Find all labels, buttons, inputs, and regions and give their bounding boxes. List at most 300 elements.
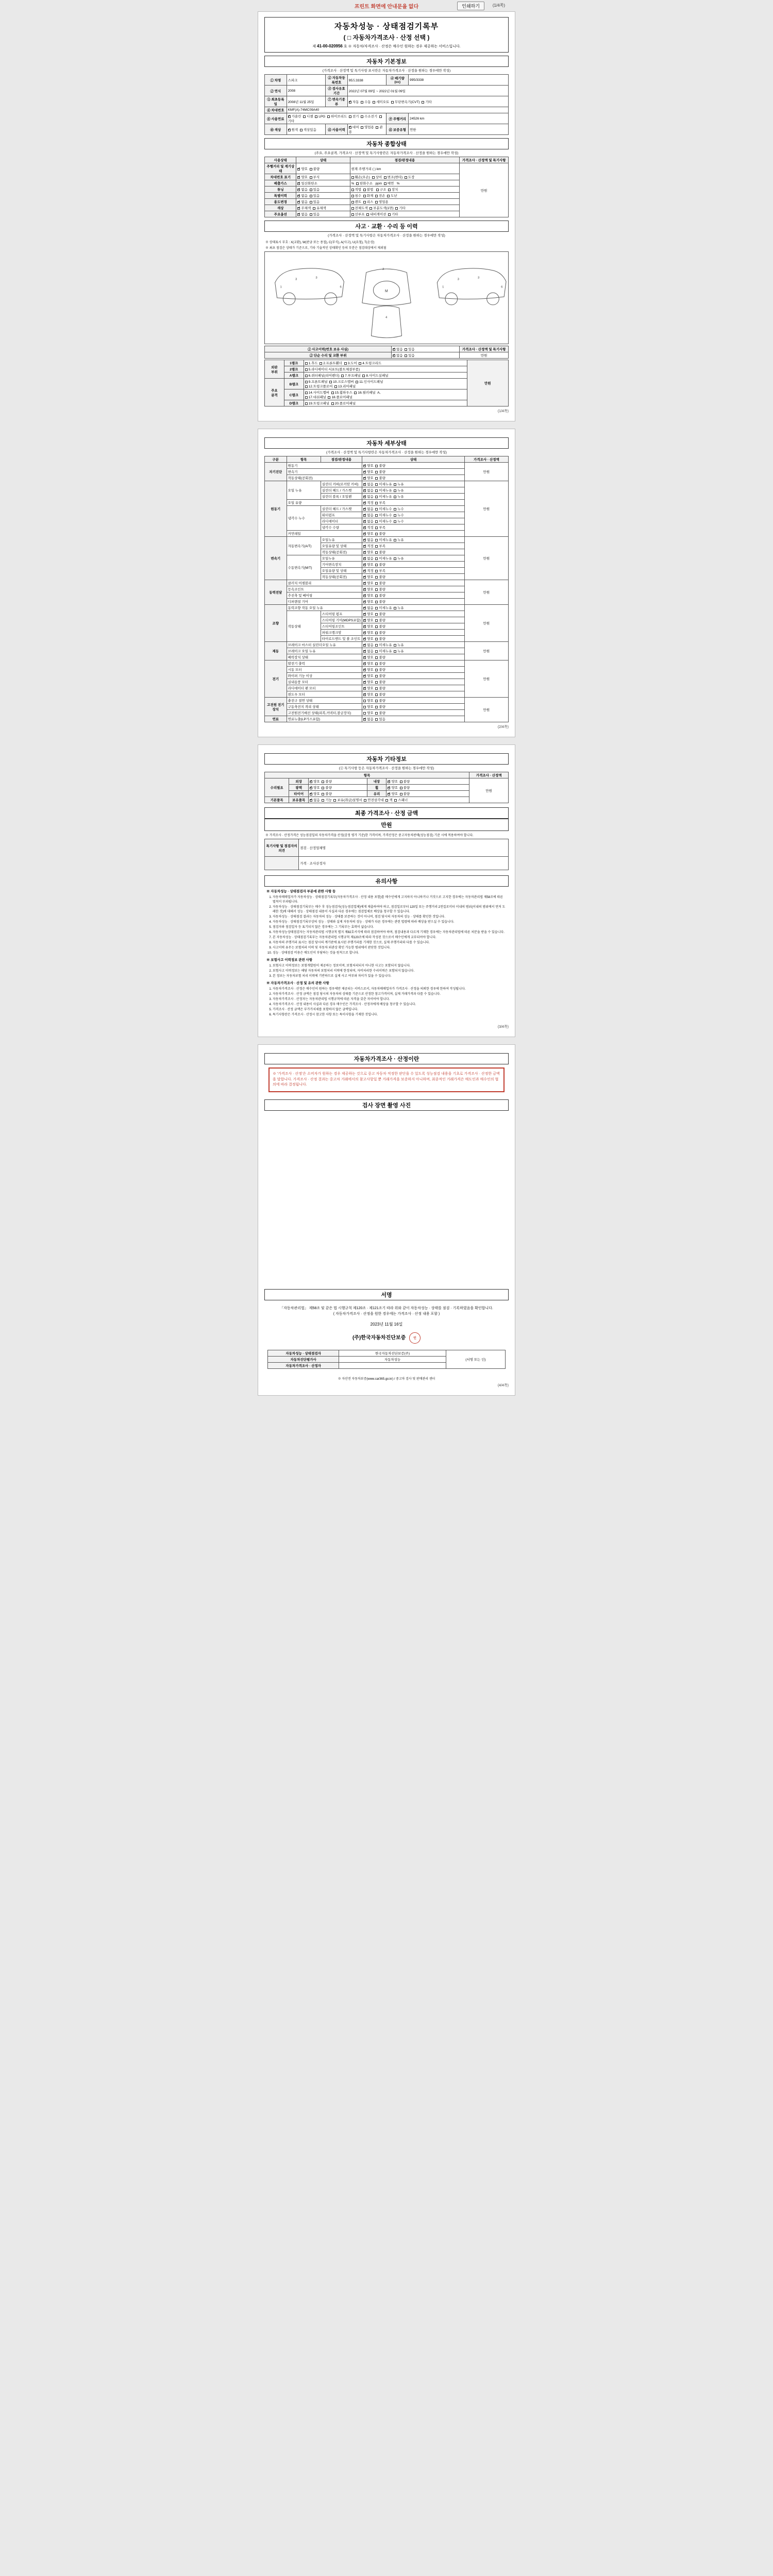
group-brake: 제동	[265, 642, 287, 660]
section-sub-detail: (가격조사 · 산정액 및 특기사항란은 자동차가격조사 · 산정을 원하는 경우에만 작성)	[326, 451, 447, 454]
col-detail-item: 항목	[287, 456, 321, 463]
section-title-accident: 사고 · 교환 · 수리 등 이력	[264, 221, 509, 232]
cell-value-mileage	[409, 113, 509, 124]
etc-table	[264, 772, 509, 803]
group-transmission: 변속기	[265, 537, 287, 580]
notice-item: 4. 자동차가격조사 · 산정 내용이 사실과 다른 경우 매수인은 가격조사 · 산정자에게 배상을 청구할 수 있습니다.	[273, 1003, 507, 1007]
notice-section-3	[266, 981, 507, 1018]
state-alternator: ✓ 양호 불량	[362, 660, 465, 667]
cell-value-disp: 995/3338	[409, 75, 509, 86]
state-mt-idle: ✓ 양호 불량	[362, 574, 465, 580]
state-fuel-leak: ✓ 없음 있음	[362, 716, 465, 722]
etc-state-glass: ✓ 양호 불량	[386, 791, 469, 797]
row-judge-mileage: 현재 주행거리 ( ) km	[350, 163, 460, 174]
signature-company	[267, 1332, 506, 1344]
sub-steer-tierod: 타이로드엔드 및 볼 조인트	[321, 636, 362, 642]
doc-number-value: 41-00-020956	[317, 44, 343, 48]
group-electric: 전기	[265, 660, 287, 698]
cell-value-vin: KMF(A)-74MC09A40	[287, 107, 508, 113]
cell-value-warranty: 연한	[409, 124, 509, 135]
row-state-vin: ✓ 양호 부식	[296, 174, 350, 180]
col-usage-state: 사용상태	[265, 157, 296, 163]
final-price-note: ※ 가격조사 · 산정가격은 성능점검일의 자동차가격을 산정(감정 평가 기준)한 가격이며, 가격산정은 중고자동차판매(성능점검) 기준 시에 적용하여야 합니다.	[265, 834, 474, 837]
price-explain-box	[268, 1067, 505, 1092]
state-engine-rocker: ✓ 없음 미세누유 누유	[362, 481, 465, 487]
page-indicator: (1/4쪽)	[492, 3, 505, 8]
item-steer-leak: 동력조향 작동 오일 누유	[287, 605, 362, 611]
state-steer-gear: ✓ 양호 불량	[362, 617, 465, 623]
accident-legend-2: ※ 최초 점검은 상태가 기준으로, 기타 기술적인 상태확인 등의 부분은 점검대상에서 제외됨	[265, 247, 386, 250]
cell-label-year: ② 연식	[265, 86, 287, 96]
state-wiper: ✓ 양호 불량	[362, 673, 465, 679]
notice-item: 2. 자동차가격조사 · 산정 금액은 점검 당시의 자동차의 상태를 기준으로 산정한 참고가격이며, 실제 거래가격과 다를 수 있습니다.	[273, 992, 507, 997]
notice-item: 6. 자동차성능상태점검자는 자동차관리법 시행규칙 별지 제82호서식에 따라 점검하여야 하며, 점검내용과 다르게 기재한 경우에는 자동차관리법에 따른 처분을 받을 수 있습니다.	[273, 930, 507, 935]
etc-price-cell: 만원	[469, 778, 509, 803]
col-detail-sub: 점검/판정내용	[321, 456, 362, 463]
item-rad-fan: 라디에이터 팬 모터	[287, 685, 362, 691]
state-coolant-head: ✓ 없음 미세누수 누수	[362, 506, 465, 512]
section-sub-basic: (가격조사 · 산정액 및 특기사항 표시란은 자동차가격조사 · 산정을 원하는 경우에만 작성)	[322, 69, 451, 73]
overall-state-table	[264, 157, 509, 217]
col-etc-items: 항목	[265, 772, 469, 778]
sub-steer-crank: 파워크랭크암	[321, 630, 362, 636]
row-judge-special: 침수 화재 전손 도난	[350, 193, 460, 199]
state-at-idle: ✓ 양호 불량	[362, 549, 465, 555]
item-hv-port: 충전구 절연 상태	[287, 698, 362, 704]
special-notes-table	[264, 839, 509, 870]
etc-item-tire: 타이어	[289, 791, 309, 797]
row-label-options: 주요옵션	[265, 211, 296, 217]
col-detail-state: 상태	[362, 456, 465, 463]
rank-items-c: 14.사이드멤버 15.휠하우스 16.필러패널 A, 17.대쉬패널 18.플로어패널	[304, 389, 467, 400]
special-label: 특기사항 및 점검자의 의견	[265, 839, 299, 857]
notice-item: 5. 점검자와 점검일자 등 표기되지 않은 경우에는 그 기록부는 효력이 없습니다.	[273, 925, 507, 930]
price-powertrain: 만원	[464, 580, 508, 605]
group-steering: 조향	[265, 605, 287, 642]
state-engine-head: ✓ 없음 미세누유 누유	[362, 487, 465, 494]
price-steering: 만원	[464, 605, 508, 642]
item-cv-joint: 등속조인트	[287, 586, 362, 592]
document-page-4	[258, 1044, 515, 1396]
accident-row-label-1: ① 사고이력(번호 보유 사실)	[265, 346, 392, 352]
car-diagram-svg	[265, 252, 508, 344]
state-window-motor: ✓ 양호 불량	[362, 691, 465, 698]
state-cv-joint: ✓ 양호 불량	[362, 586, 465, 592]
etc-row-label-basic: 기본품목	[265, 797, 289, 803]
cell-label-vin: ⑥ 차대번호	[265, 107, 287, 113]
state-brake-oil: ✓ 없음 미세누유 누유	[362, 648, 465, 654]
etc-item-wheel: 휠	[367, 785, 386, 791]
signature-table	[267, 1350, 506, 1369]
rank-items-2: 5.라디에이터 서포트(볼트체결부품)	[304, 366, 467, 372]
rank-label-1: 1랭크	[284, 360, 304, 366]
accident-summary-table	[264, 346, 509, 359]
sub-engine-head: 실린더 헤드 / 가스켓	[321, 487, 362, 494]
accident-row-label-2: ② 단순 수리 및 교환 부위	[265, 352, 392, 359]
signature-statement-1: 「자동차관리법」 제58조 및 같은 법 시행규칙 제120조 · 제121조기 따라 위와 같이 자동차성능 · 상태를 점검 · 기록하였음을 확인합니다.	[280, 1306, 493, 1310]
rank-label-2: 2랭크	[284, 366, 304, 372]
etc-item-polish: 광택	[289, 785, 309, 791]
cell-label-fuel: ⑧ 사용연료	[265, 113, 287, 124]
item-brake-oil: 브레이크 오일 누유	[287, 648, 362, 654]
notice-item: 1. 보험사고 이력정보는 보험개발원이 제공하는 정보이며, 보험처리되지 아니한 사고는 포함되지 않습니다.	[273, 964, 507, 969]
rank-items-1: 1.후드 2.프론트휀더 3.도어 4.트렁크리드	[304, 360, 467, 366]
etc-state-interior: ✓ 양호 불량	[386, 778, 469, 785]
sub-coolant-qty: 냉각수 수량	[321, 524, 362, 531]
parts-note-cell: 만원	[467, 360, 508, 406]
rank-label-a: A랭크	[284, 372, 304, 379]
state-coolant-pump: ✓ 없음 미세누수 누수	[362, 512, 465, 518]
price-transmission: 만원	[464, 537, 508, 580]
row-label-special: 특별이력	[265, 193, 296, 199]
etc-state-tire: ✓ 양호 불량	[309, 791, 367, 797]
sub-mt-leak: 오일누유	[321, 555, 362, 562]
state-engine-oil-qty: ✓ 적정 부족	[362, 500, 465, 506]
sub-mt-qty: 오일유량 및 상태	[321, 568, 362, 574]
section-title-basic: 자동차 기본정보	[264, 56, 509, 67]
state-steer-joint: ✓ 양호 불량	[362, 623, 465, 630]
sub-mt-idle: 작동상태(공회전)	[321, 574, 362, 580]
accident-row-value-1: ✓ 없음 있음	[391, 346, 459, 352]
group-engine: 원동기	[265, 481, 287, 537]
item-hv-battery: 구동축전지 격리 상태	[287, 704, 362, 710]
doc-title-line1: 자동차성능 · 상태점검기록부	[334, 22, 439, 31]
accident-row-value-2: ✓ 없음 있음	[391, 352, 459, 359]
top-toolbar	[0, 0, 773, 11]
etc-item-interior: 내장	[367, 778, 386, 785]
notice-item: 6. 특기사항란은 가격조사 · 산정시 참고한 사항 또는 특이사항을 기재한 것입니다.	[273, 1013, 507, 1018]
section-title-notice: 유의사항	[264, 875, 509, 887]
signature-statement-2: ( 자동차가격조사 · 산정을 원한 경우에는 가격조사 · 산정 내용 포함 )	[333, 1312, 440, 1316]
section-title-final-price: 최종 가격조사 · 산정 금액	[264, 807, 509, 819]
cell-label-color: ⑩ 색상	[265, 124, 287, 135]
item-mt: 수동변속기(M/T)	[287, 555, 321, 580]
rank-items-b: 9.프론트패널 10.크로스멤버 11.인사이드패널 12.트렁크플로어 13.리어패널	[304, 379, 467, 389]
price-note-cell: 만원	[460, 163, 509, 217]
notice-item: 7. 본 자동차성능 · 상태점검기록부는 자동차관리법 시행규칙 제120조에 따라 작성된 것으로서 매수인에게 교부되어야 합니다.	[273, 936, 507, 940]
notice-section-2	[266, 958, 507, 979]
cell-value-inspection: 2022년 07월 09일 ~ 2022년 01월 09일	[347, 86, 508, 96]
price-explain-wrapper	[264, 1064, 509, 1095]
state-engine-block: ✓ 없음 미세누유 누유	[362, 494, 465, 500]
section-sub-overall: (주요, 주요골격, 가격조사 · 산정액 및 특기사항란은 자동차가격조사 · 산정을 원하는 경우에만 작성)	[314, 151, 459, 155]
state-mt-qty: ✓ 적정 부족	[362, 568, 465, 574]
special-row-assessor: 가격 · 조사산정자	[299, 857, 509, 870]
state-blower: ✓ 양호 불량	[362, 679, 465, 685]
item-engine-coolant: 냉각수 누수	[287, 506, 321, 531]
cell-label-plate: ② 자동차등록번호	[326, 75, 348, 86]
parts-rank-table	[264, 360, 509, 406]
notice-item: 3. 자동차가격조사 · 산정자는 자동차관리법 시행규칙에 따른 자격을 갖춘 자이어야 합니다.	[273, 997, 507, 1002]
sig-row-value-1: 한국자동차진단보증(주)	[339, 1350, 446, 1357]
state-self-idle: ✓ 양호 불량	[362, 475, 465, 481]
sig-row-label-3: 자동차가격조사 · 산정자	[268, 1363, 339, 1369]
rank-label-c: C랭크	[284, 389, 304, 400]
item-window-motor: 윈도우 모터	[287, 691, 362, 698]
svg-text:6: 6	[340, 285, 342, 289]
row-judge-vin: 훼손(오손) 상이 변조(변타) 도장	[350, 174, 460, 180]
special-row-company: 점검 · 산정업체명	[299, 839, 509, 857]
cell-value-name: 스파크	[287, 75, 326, 86]
cell-value-firstreg: 2008년 11월 25일	[287, 96, 326, 107]
sig-row-sign-word: (서명 또는 인)	[446, 1350, 505, 1369]
row-label-vin: 차대번호 표기	[265, 174, 296, 180]
cell-label-warranty: ⑪ 보증유형	[386, 124, 409, 135]
page-mark-4: (4/4쪽)	[497, 1384, 509, 1388]
section-sub-etc: (② 특기사항 등은 자동차가격조사 · 산정을 원하는 경우에만 작성)	[339, 767, 434, 770]
notice-item: 1. 자동차매매업자가 자동차성능 · 상태점검기록부(자동차가격조사 · 산정 내용 포함)를 매수인에게 고지하지 아니하거나 거짓으로 고지한 경우에는 자동차관리법 제58조에 따른 벌칙이 부과됩니다.	[273, 895, 507, 905]
document-page-3	[258, 744, 515, 1037]
cell-value-usage: ✓대여 영업용 관용	[347, 124, 386, 135]
state-hv-battery: 양호 불량	[362, 704, 465, 710]
row-judge-color: 전체도색 부분도색(1면) 기타	[350, 205, 460, 211]
item-alternator: 발전기 출력	[287, 660, 362, 667]
item-hv-wiring: 고전원전기배선 상태(피복,커넥터,잠금장치)	[287, 710, 362, 716]
item-common-rail: 커먼레일	[287, 531, 362, 537]
group-self-diagnosis: 자기진단	[265, 463, 287, 481]
accident-legend-1: ※ 상태표시 부호 : X(교환), W(판금 또는 용접), C(부식), A(사고), U(요철), T(손상)	[265, 241, 375, 244]
item-fuel-leak: 연료누출(LP가스포함)	[287, 716, 362, 722]
sub-at-leak: 오일누유	[321, 537, 362, 543]
svg-text:M: M	[385, 290, 388, 294]
cell-label-firstreg: ③ 최초등록일	[265, 96, 287, 107]
mileage-value: 24526	[410, 116, 419, 121]
cell-value-plate: 95도3338	[347, 75, 386, 86]
doc-number-suffix: 호 ※ 자동차/자격조사 · 산정은 매수인 원하는 경우 제공하는 서비스입니다.	[343, 45, 461, 48]
etc-item-glass: 유리	[367, 791, 386, 797]
state-steer-tierod: ✓ 양호 불량	[362, 636, 465, 642]
item-self-engine: 원동기	[287, 463, 362, 469]
state-common-rail: ✓ 양호 불량	[362, 531, 465, 537]
row-label-color: 색상	[265, 205, 296, 211]
item-brake-booster: 배력장치 상태	[287, 654, 362, 660]
sig-row-value-2: 자동차성능	[339, 1357, 446, 1363]
state-at-leak: ✓ 없음 미세누유 누유	[362, 537, 465, 543]
rank-label-b: B랭크	[284, 379, 304, 389]
row-state-mileage: ✓양호 불량	[296, 163, 350, 174]
parts-group-frame: 주요 골격	[265, 379, 284, 406]
state-steer-crank: ✓ 양호 불량	[362, 630, 465, 636]
item-blower: 실내송풍 모터	[287, 679, 362, 685]
row-label-tuning: 튜닝	[265, 187, 296, 193]
final-price-value: 만원	[264, 819, 509, 831]
state-coolant-rad: ✓ 없음 미세누수 누수	[362, 518, 465, 524]
state-mt-leak: ✓ 없음 미세누유 누유	[362, 555, 465, 562]
etc-state-polish: ✓ 양호 불량	[309, 785, 367, 791]
sub-mt-gear: 기어변속장치	[321, 562, 362, 568]
etc-state-wheel: ✓ 양호 불량	[386, 785, 469, 791]
notice-section-3-title: ※ 자동차가격조사 · 산정 및 유의 관한 사항	[266, 981, 329, 985]
cell-label-name: ① 차명	[265, 75, 287, 86]
row-state-color: ✓ 무채색 유채색	[296, 205, 350, 211]
cell-label-transmission: ⑦ 변속기종류	[326, 96, 348, 107]
item-wiper: 와이퍼 기능 이상	[287, 673, 362, 679]
notice-item: 2. 보험사고 이력정보는 해당 자동차의 보험처리 이력에 한정되며, 자비처리한 수리이력은 포함되지 않습니다.	[273, 969, 507, 974]
col-etc-price: 가격조사 · 산정액	[469, 772, 509, 778]
state-rad-fan: ✓ 양호 불량	[362, 685, 465, 691]
page-mark-3: (3/4쪽)	[497, 1025, 509, 1029]
row-state-purpose: ✓ 없음 있음	[296, 199, 350, 205]
row-label-purpose: 용도변경	[265, 199, 296, 205]
sub-steer-joint: 스티어링조인트	[321, 623, 362, 630]
item-self-trans: 변속기	[287, 469, 362, 475]
special-label-2	[265, 857, 299, 870]
price-explain-text: ※ '가격조사 · 산정'은 소비자가 원하는 경우 제공하는 것으로 중고 자동차 적정한 판단을 수 있도록 성능점검 내용을 기초로 가격조사 · 산정한 금액을 말합니다. 가격조사 · 산정 결과는 중고차 거래에서의 참고사항일 뿐 거래가격을 보증하지 아니하며, 최종적인 거래가격은 매도인과 매수인의 협의에 따라 결정됩니다.	[273, 1072, 500, 1087]
item-at: 자동변속기(A/T)	[287, 537, 321, 555]
state-hv-port: 양호 불량	[362, 698, 465, 704]
col-detail-group: 구분	[265, 456, 287, 463]
sub-coolant-pump: 워터펌프	[321, 512, 362, 518]
signature-date: 2023년 11월 16일	[370, 1322, 403, 1327]
state-coolant-qty: ✓ 적정 부족	[362, 524, 465, 531]
cell-label-usage: ⑪ 사용이력	[326, 124, 348, 135]
sub-at-idle: 작동상태(공회전)	[321, 549, 362, 555]
notice-item: 3. 자동차성능 · 상태점검 결과는 자동차의 성능 · 상태를 보증하는 것이 아니며, 점검 당시의 자동차의 성능 · 상태를 확인한 것입니다.	[273, 915, 507, 920]
group-fuel: 연료	[265, 716, 287, 722]
seal-stamp-icon: 인	[409, 1332, 421, 1344]
state-mt-gear: ✓ 양호 불량	[362, 562, 465, 568]
sub-steer-gear: 스티어링 기어(MDPS포함)	[321, 617, 362, 623]
state-propshaft: ✓ 양호 불량	[362, 592, 465, 599]
state-clutch: ✓ 양호 불량	[362, 580, 465, 586]
svg-text:3: 3	[295, 278, 297, 281]
sub-engine-rocker: 실린더 커버(로커암 커버)	[321, 481, 362, 487]
sub-at-qty: 오일유량 및 상태	[321, 543, 362, 549]
section-title-detail: 자동차 세부상태	[264, 437, 509, 449]
rank-items-a: 6.쿼터패널(리어펜더) 7.루프패널 8.사이드실패널	[304, 372, 467, 379]
page-mark-1: (1/4쪽)	[497, 410, 509, 413]
row-judge-tuning: 적법 불법 구조 장치	[350, 187, 460, 193]
cell-value-color: ✓ 원색 색상있음	[287, 124, 326, 135]
cell-value-fuel: ✓가솔린 디젤 LPG 하이브리드 전기 수소전기 기타	[287, 113, 386, 124]
row-state-special: ✓ 없음 있음	[296, 193, 350, 199]
cell-label-mileage: ⑨ 주행거리	[386, 113, 409, 124]
group-hv: 고전원 전기장치	[265, 698, 287, 716]
price-electric: 만원	[464, 660, 508, 698]
notice-section-2-title: ※ 보험사고 이력정보 관련 사항	[266, 958, 313, 962]
detail-state-table	[264, 456, 509, 722]
cell-label-regtype: ⑤ 검사유효기간	[326, 86, 348, 96]
svg-text:3: 3	[478, 276, 480, 280]
row-judge-options: 선루프 내비게이션 기타	[350, 211, 460, 217]
price-hv: 만원	[464, 698, 508, 722]
row-state-emission: ✓ 일산화탄소	[296, 180, 350, 187]
rank-items-d: 19.트렁크패널 20.플로어패널	[304, 400, 467, 406]
basic-info-table	[264, 74, 509, 135]
document-footer: ※ 자산전 자동차보증(www.car365.go.kr) / 중고차 검사 및 판매관리 센터	[338, 1378, 435, 1381]
doc-title-line2: ( □ 자동차가격조사 · 산정 선택 )	[343, 34, 430, 41]
svg-text:3: 3	[457, 278, 459, 281]
sub-coolant-head: 실린더 헤드 / 가스켓	[321, 506, 362, 512]
notice-item: 10. 성능 · 상태점검 비용은 매도인이 부담하는 것을 원칙으로 합니다.	[273, 951, 507, 956]
row-state-options: ✓ 없음 있음	[296, 211, 350, 217]
row-state-tuning: ✓ 없음 있음	[296, 187, 350, 193]
svg-text:3: 3	[315, 276, 317, 280]
state-at-qty: ✓ 적정 부족	[362, 543, 465, 549]
notice-body	[264, 887, 509, 1022]
item-steer-op: 작동상태	[287, 611, 321, 642]
section-title-overall: 자동차 종합상태	[264, 138, 509, 149]
item-brake-master: 브레이크 마스터 실린더오일 누유	[287, 642, 362, 648]
price-self: 만원	[464, 463, 508, 481]
notice-item: 9. 사고이력 유무는 보험처리 이력 및 자동차 외관상 확인 가능한 범위에서 판단한 것입니다.	[273, 946, 507, 951]
item-starter: 시동 모터	[287, 667, 362, 673]
rank-label-d: D랭크	[284, 400, 304, 406]
svg-text:1: 1	[442, 285, 444, 289]
svg-text:4: 4	[385, 316, 388, 319]
col-price-note: 가격조사 · 산정액 및 특기사항	[460, 157, 509, 163]
section-title-signature: 서명	[264, 1289, 509, 1300]
state-self-engine: ✓ 양호 불량	[362, 463, 465, 469]
doc-number-prefix: 제	[312, 45, 316, 48]
price-engine: 만원	[464, 481, 508, 537]
col-judgement: 점검/판정내용	[350, 157, 460, 163]
row-judge-emission: % 탄화수소 ppm 매연 %	[350, 180, 460, 187]
notice-item: 4. 자동차성능 · 상태점검기록부상의 성능 · 상태와 실제 자동차의 성능 · 상태가 다른 경우에는 관련 법령에 따라 배상을 받으실 수 있습니다.	[273, 920, 507, 925]
item-self-idle: 작동상태(공회전)	[287, 475, 362, 481]
notice-item: 1. 자동차가격조사 · 산정은 매수인이 원하는 경우에만 제공되는 서비스로서, 자동차매매업자가 가격조사 · 산정을 의뢰한 경우에 한하여 작성됩니다.	[273, 987, 507, 992]
sub-steer-pump: 스티어링 펌프	[321, 611, 362, 617]
svg-text:6: 6	[501, 285, 503, 289]
cell-value-transmission: ✓자동 수동 세미오토 무단변속기(CVT) 기타	[347, 96, 508, 107]
price-brake: 만원	[464, 642, 508, 660]
document-page-2	[258, 429, 515, 737]
notice-item: 8. 자동차의 주행거리 표시는 점검 당시의 계기판에 표시된 주행거리를 기재한 것으로, 실제 주행거리와 다를 수 있습니다.	[273, 941, 507, 945]
car-diagram	[264, 251, 509, 344]
sub-coolant-rad: 라디에이터	[321, 518, 362, 524]
cell-label-disp: ④ 배기량(cc)	[386, 75, 409, 86]
etc-item-manual: 보유품목	[289, 797, 309, 803]
section-title-photos: 검사 장면 촬영 사진	[264, 1099, 509, 1111]
accident-note-header: 가격조사 · 산정액 및 특기사항	[460, 346, 509, 352]
section-sub-accident: (가격조사 · 산정액 및 특기사항은 자동차가격조사 · 산정을 원하는 경우에만 작성)	[328, 234, 445, 238]
notice-section-1	[266, 889, 507, 956]
etc-state-basic: ✓ 없음 기능 보유(취급)설명서 안전삼각대 잭 스패너	[309, 797, 469, 803]
state-brake-master: ✓ 없음 미세누유 누유	[362, 642, 465, 648]
section-title-price-explain: 자동차가격조사 · 산정이란	[264, 1053, 509, 1064]
state-steer-pump: ✓ 양호 불량	[362, 611, 465, 617]
col-state: 상태	[296, 157, 350, 163]
group-powertrain: 동력전달	[265, 580, 287, 605]
etc-state-exterior: ✓ 양호 불량	[309, 778, 367, 785]
svg-text:2: 2	[382, 267, 384, 271]
row-label-emission: 배출가스	[265, 180, 296, 187]
state-brake-booster: ✓ 양호 불량	[362, 654, 465, 660]
accident-note-value: 만원	[460, 352, 509, 359]
inspection-photo-area	[264, 1111, 509, 1286]
mileage-unit: km	[419, 116, 425, 121]
notice-item: 3. 본 정보는 자동차보험 처리 이력에 기반하므로 실제 사고 여부와 차이가 있을 수 있습니다.	[273, 974, 507, 979]
row-judge-purpose: 렌트 리스 영업용	[350, 199, 460, 205]
etc-row-label-repair: 수리필요	[265, 778, 289, 797]
notice-item: 5. 가격조사 · 산정 금액은 부가가치세를 포함하지 않은 금액입니다.	[273, 1008, 507, 1012]
section-title-etc: 자동차 기타정보	[264, 753, 509, 765]
sig-row-value-3	[339, 1363, 446, 1369]
page-mark-2: (2/4쪽)	[497, 725, 509, 729]
notice-item: 2. 자동차성능 · 상태점검기록부는 매수 후 성능점검자(성능점검업체)에게 제출하여야 하고, 점검일로부터 120일 또는 주행거리 2천킬로미터 이내의 범위(이내의 범위에서 먼저 도래한 것)에 대해서 성능 · 상태점검 내용이 사실과 다른 경우에는 점검업체로 배상을 청구할 수 있습니다.	[273, 905, 507, 914]
sig-row-label-2: 자동차진단평가사	[268, 1357, 339, 1363]
col-detail-price: 가격조사 · 산정액	[464, 456, 508, 463]
state-self-trans: ✓ 양호 불량	[362, 469, 465, 475]
state-diff: ✓ 양호 불량	[362, 599, 465, 605]
sig-row-label-1: 자동차성능 · 상태점검자	[268, 1350, 339, 1357]
print-button[interactable]: 인쇄하기	[457, 2, 484, 10]
state-starter: ✓ 양호 불량	[362, 667, 465, 673]
state-hv-wiring: 양호 불량	[362, 710, 465, 716]
state-steer-leak: ✓ 없음 미세누유 누유	[362, 605, 465, 611]
signature-company-name: (주)한국자동차진단보증	[352, 1335, 406, 1342]
parts-group-outer: 외판 부위	[265, 360, 284, 379]
